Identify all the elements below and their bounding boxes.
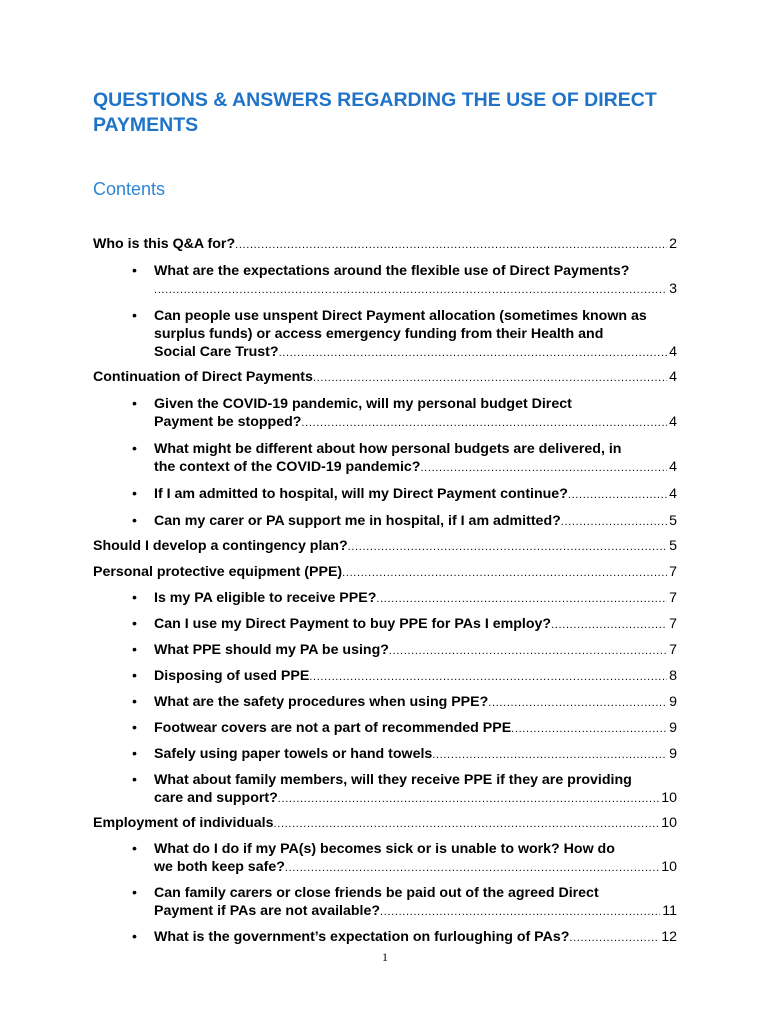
toc-entry[interactable] [93, 368, 677, 387]
toc-page-number: 5 [669, 538, 677, 554]
dot-leader [154, 280, 667, 299]
bullet-icon: • [132, 720, 137, 736]
dot-leader [274, 814, 660, 833]
bullet-icon: • [132, 929, 137, 945]
toc-entry-text: Social Care Trust? [154, 344, 279, 360]
dot-leader [551, 615, 667, 634]
bullet-icon: • [132, 590, 137, 606]
toc-entry[interactable] [132, 840, 677, 877]
toc-entry-text: care and support? [154, 790, 278, 806]
toc-entry-text: Safely using paper towels or hand towels [154, 746, 433, 762]
toc-page-number: 10 [661, 859, 677, 875]
toc-entry[interactable] [132, 512, 677, 531]
toc-page-number: 4 [669, 459, 677, 475]
toc-entry-text: Can family carers or close friends be paid out of the agreed Direct [154, 885, 599, 901]
toc-entry-text: Employment of individuals [93, 815, 274, 831]
toc-page-number: 4 [669, 369, 677, 385]
toc-entry-text: we both keep safe? [154, 859, 285, 875]
toc-entry[interactable] [93, 537, 677, 556]
toc-entry-text: Can people use unspent Direct Payment allocation (sometimes known as surplus funds) or access emergency funding from their Health and [154, 308, 647, 342]
toc-entry[interactable] [132, 667, 677, 686]
toc-page-number: 12 [661, 929, 677, 945]
table-of-contents [93, 228, 677, 947]
toc-entry[interactable] [132, 485, 677, 504]
toc-entry-text: What are the safety procedures when using PPE? [154, 694, 489, 710]
bullet-icon: • [132, 885, 137, 901]
toc-page-number: 10 [661, 790, 677, 806]
dot-leader [488, 693, 667, 712]
dot-leader [285, 858, 659, 877]
toc-entry[interactable] [132, 589, 677, 608]
toc-entry-text: What do I do if my PA(s) becomes sick or is unable to work? How do [154, 841, 615, 857]
toc-entry-text: Continuation of Direct Payments [93, 369, 313, 385]
dot-leader [569, 928, 659, 947]
toc-page-number: 8 [669, 668, 677, 684]
dot-leader [301, 413, 667, 432]
toc-page-number: 3 [669, 281, 677, 297]
bullet-icon: • [132, 772, 137, 788]
toc-page-number: 9 [669, 746, 677, 762]
toc-page-number: 9 [669, 694, 677, 710]
dot-leader [342, 563, 667, 582]
toc-entry-text: Footwear covers are not a part of recommended PPE [154, 720, 512, 736]
toc-entry-text: Given the COVID-19 pandemic, will my personal budget Direct [154, 396, 572, 412]
dot-leader [235, 235, 667, 254]
toc-entry-text: Payment if PAs are not available? [154, 903, 381, 919]
toc-entry[interactable] [132, 719, 677, 738]
bullet-icon: • [132, 694, 137, 710]
dot-leader [380, 902, 660, 921]
toc-entry[interactable] [93, 563, 677, 582]
dot-leader [309, 667, 667, 686]
toc-entry-text: If I am admitted to hospital, will my Direct Payment continue? [154, 486, 568, 502]
dot-leader [511, 719, 667, 738]
toc-entry[interactable] [132, 693, 677, 712]
page-number: 1 [382, 950, 388, 964]
bullet-icon: • [132, 396, 137, 412]
document-title: QUESTIONS & ANSWERS REGARDING THE USE OF DIRECT PAYMENTS [93, 89, 657, 136]
toc-entry[interactable] [132, 395, 677, 432]
bullet-icon: • [132, 441, 137, 457]
toc-entry[interactable] [132, 641, 677, 660]
dot-leader [432, 745, 667, 764]
toc-page-number: 10 [661, 815, 677, 831]
toc-entry-text: What is the government’s expectation on furloughing of PAs? [154, 929, 570, 945]
bullet-icon: • [132, 263, 137, 279]
toc-page-number: 4 [669, 486, 677, 502]
bullet-icon: • [132, 668, 137, 684]
toc-page-number: 7 [669, 642, 677, 658]
dot-leader [568, 485, 667, 504]
toc-entry[interactable] [132, 262, 677, 299]
dot-leader [348, 537, 667, 556]
toc-entry-text: Can I use my Direct Payment to buy PPE for PAs I employ? [154, 616, 552, 632]
dot-leader [278, 789, 659, 808]
toc-entry[interactable] [132, 307, 677, 362]
toc-entry-text: Should I develop a contingency plan? [93, 538, 348, 554]
toc-entry-text: What about family members, will they receive PPE if they are providing [154, 772, 632, 788]
bullet-icon: • [132, 308, 137, 324]
toc-entry[interactable] [132, 745, 677, 764]
bullet-icon: • [132, 642, 137, 658]
toc-page-number: 7 [669, 564, 677, 580]
dot-leader [389, 641, 667, 660]
toc-entry[interactable] [93, 235, 677, 254]
toc-page-number: 7 [669, 590, 677, 606]
bullet-icon: • [132, 486, 137, 502]
dot-leader [561, 512, 667, 531]
toc-entry-text: What are the expectations around the flexible use of Direct Payments? [154, 263, 630, 279]
toc-entry[interactable] [132, 615, 677, 634]
toc-entry-text: Who is this Q&A for? [93, 236, 236, 252]
toc-entry[interactable] [132, 440, 677, 477]
dot-leader [376, 589, 667, 608]
toc-entry[interactable] [132, 928, 677, 947]
dot-leader [420, 458, 667, 477]
toc-page-number: 7 [669, 616, 677, 632]
toc-page-number: 9 [669, 720, 677, 736]
toc-entry-text: What PPE should my PA be using? [154, 642, 389, 658]
contents-heading: Contents [93, 179, 166, 199]
toc-page-number: 5 [669, 513, 677, 529]
toc-page-number: 11 [662, 903, 677, 919]
toc-entry-text: Payment be stopped? [154, 414, 302, 430]
bullet-icon: • [132, 513, 137, 529]
bullet-icon: • [132, 841, 137, 857]
toc-entry-text: Personal protective equipment (PPE) [93, 564, 343, 580]
dot-leader [313, 368, 667, 387]
toc-entry-text: Is my PA eligible to receive PPE? [154, 590, 377, 606]
toc-entry-text: What might be different about how personal budgets are delivered, in [154, 441, 622, 457]
toc-entry-text: Disposing of used PPE [154, 668, 310, 684]
toc-entry-text: Can my carer or PA support me in hospital, if I am admitted? [154, 513, 561, 529]
toc-page-number: 4 [669, 414, 677, 430]
bullet-icon: • [132, 746, 137, 762]
bullet-icon: • [132, 616, 137, 632]
toc-entry-text: the context of the COVID-19 pandemic? [154, 459, 421, 475]
toc-entry[interactable] [93, 814, 677, 833]
toc-page-number: 4 [669, 344, 677, 360]
dot-leader [279, 343, 668, 362]
toc-page-number: 2 [669, 236, 677, 252]
toc-entry[interactable] [132, 771, 677, 808]
toc-entry[interactable] [132, 884, 677, 921]
